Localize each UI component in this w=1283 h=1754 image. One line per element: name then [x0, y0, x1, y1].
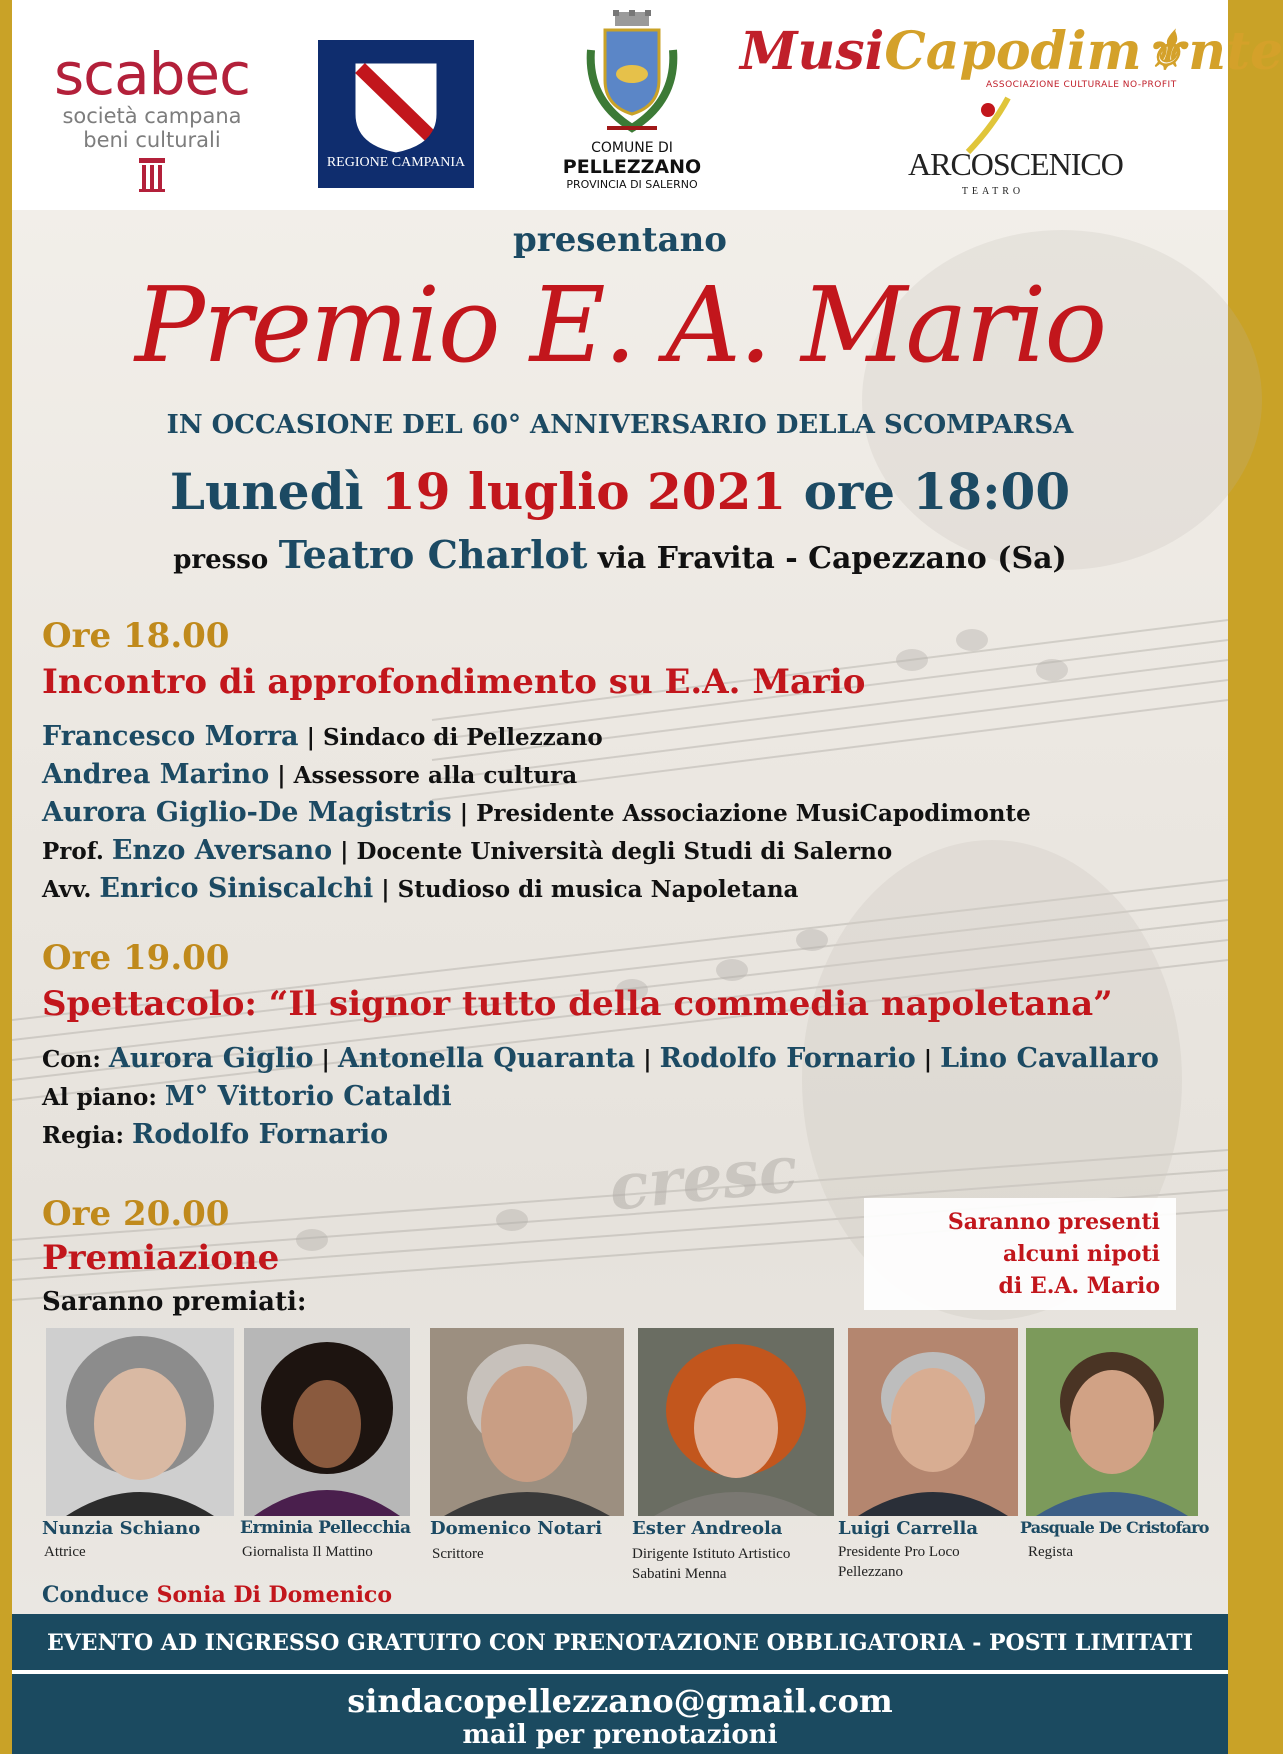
cast-member: Lino Cavallaro — [940, 1043, 1159, 1074]
scabec-sub-line2: beni culturali — [83, 128, 221, 152]
arco-wordmark: ARCOSCENICO — [908, 146, 1123, 182]
awardee-photo — [848, 1328, 1018, 1516]
musi-part2: Capodim — [884, 21, 1142, 82]
footer-divider — [12, 1670, 1228, 1674]
section-3-time: Ore 20.00 — [42, 1194, 230, 1234]
note-line1: Saranno presenti — [947, 1209, 1160, 1235]
crest-icon — [577, 10, 687, 140]
note-box — [864, 1198, 1176, 1310]
awardee-name: Pasquale De Cristofaro — [1020, 1518, 1209, 1537]
regione-campania-label: REGIONE CAMPANIA — [326, 155, 466, 170]
awardee-photo — [430, 1328, 624, 1516]
speaker-name: Enzo Aversano — [111, 835, 333, 866]
campania-shield-icon — [346, 56, 446, 156]
awardee-photo — [1026, 1328, 1198, 1516]
event-subtitle: IN OCCASIONE DEL 60° ANNIVERSARIO DELLA SCOMPARSA — [166, 410, 1074, 440]
con-label: Con: — [42, 1046, 101, 1073]
footer-email-label: mail per prenotazioni — [462, 1720, 778, 1750]
awardee-role-line1: Presidente Pro Loco — [838, 1544, 960, 1560]
awardee-role-line1: Dirigente Istituto Artistico — [632, 1546, 791, 1562]
footer-email[interactable]: sindacopellezzano@gmail.com — [347, 1682, 893, 1720]
scabec-sub-line1: società campana — [62, 104, 242, 128]
speaker-role: Sindaco di Pellezzano — [322, 724, 603, 751]
section-3-title: Premiazione — [42, 1238, 280, 1278]
regia-label: Regia: — [42, 1122, 124, 1149]
section-1-speakers — [42, 718, 1031, 908]
date-main: 19 luglio 2021 — [380, 462, 787, 521]
footer — [12, 1614, 1228, 1754]
awardee-photo — [244, 1328, 410, 1516]
awardee-role-line2: Pellezzano — [838, 1564, 903, 1580]
piano-label: Al piano: — [42, 1084, 157, 1111]
section-2-details — [42, 1040, 1159, 1154]
speaker-row: Avv. Enrico Siniscalchi | Studioso di musica Napoletana — [42, 873, 799, 904]
comune-line2: PELLEZZANO — [562, 156, 702, 178]
awardee-photo — [638, 1328, 834, 1516]
awardee-role — [632, 1544, 790, 1584]
awardee-role — [838, 1542, 960, 1582]
speaker-row: Prof. Enzo Aversano | Docente Università degli Studi di Salerno — [42, 835, 893, 866]
cresc-text: cresc — [605, 1131, 802, 1226]
awardee-role-line2: Sabatini Menna — [632, 1566, 727, 1582]
speaker-role: Presidente Associazione MusiCapodimonte — [476, 800, 1031, 827]
director-name: Rodolfo Fornario — [131, 1119, 389, 1150]
awardee-role: Scrittore — [432, 1546, 484, 1562]
speaker-prefix: Prof. — [42, 838, 104, 865]
section-1-time: Ore 18.00 — [42, 616, 230, 656]
speaker-role: Assessore alla cultura — [293, 762, 578, 789]
speaker-row: Francesco Morra | Sindaco di Pellezzano — [42, 721, 603, 752]
conduce-label: Conduce — [42, 1582, 149, 1608]
regione-campania-logo — [318, 40, 474, 188]
speaker-row: Andrea Marino | Assessore alla cultura — [42, 759, 578, 790]
conduce-name: Sonia Di Domenico — [156, 1582, 392, 1608]
venue-presso: presso — [173, 545, 269, 575]
awardee-photo — [46, 1328, 234, 1516]
awardee-role: Attrice — [44, 1544, 86, 1560]
regia-row — [42, 1116, 1159, 1154]
note-line3: di E.A. Mario — [998, 1273, 1160, 1299]
awardee-name: Ester Andreola — [632, 1518, 783, 1539]
speaker-prefix: Avv. — [42, 876, 92, 903]
cast-member: Aurora Giglio — [108, 1043, 314, 1074]
section-1-title: Incontro di approfondimento su E.A. Mario — [42, 662, 866, 702]
piano-row — [42, 1078, 1159, 1116]
comune-line3: PROVINCIA DI SALERNO — [566, 178, 698, 191]
conduce-line — [42, 1582, 392, 1608]
comune-line1: COMUNE DI — [591, 140, 673, 156]
awardee-name: Erminia Pellecchia — [240, 1518, 411, 1538]
musi-sub: ASSOCIAZIONE CULTURALE NO-PROFIT — [986, 80, 1177, 90]
musicapodimonte-logo — [740, 21, 1283, 90]
date-time: ore 18:00 — [803, 462, 1071, 521]
section-2-title: Spettacolo: “Il signor tutto della commedia napoletana” — [42, 984, 1113, 1024]
presentano-text: presentano — [513, 220, 727, 260]
event-date — [12, 462, 1228, 521]
speaker-role: Docente Università degli Studi di Salerno — [356, 838, 893, 865]
speaker-name: Francesco Morra — [42, 721, 299, 752]
fleur-icon: ⚜ — [1141, 21, 1189, 82]
footer-notice: EVENTO AD INGRESSO GRATUITO CON PRENOTAZIONE OBBLIGATORIA - POSTI LIMITATI — [46, 1630, 1194, 1656]
cast-row: Con: Aurora Giglio | Antonella Quaranta | Rodolfo Fornario | Lino Cavallaro — [42, 1043, 1159, 1074]
speaker-name: Andrea Marino — [42, 759, 270, 790]
speaker-row: Aurora Giglio-De Magistris | Presidente Associazione MusiCapodimonte — [42, 797, 1031, 828]
venue-name: Teatro Charlot — [278, 532, 588, 577]
musi-part1: Musi — [740, 21, 885, 82]
cast-member: Rodolfo Fornario — [659, 1043, 916, 1074]
section-2-time: Ore 19.00 — [42, 938, 230, 978]
awardee-name: Nunzia Schiano — [42, 1518, 201, 1539]
note-line2: alcuni nipoti — [1003, 1241, 1160, 1267]
date-day: Lunedì — [169, 462, 364, 521]
awardee-role: Regista — [1028, 1544, 1073, 1560]
arco-sub: TEATRO — [961, 186, 1025, 197]
awardee-role: Giornalista Il Mattino — [242, 1544, 373, 1560]
awardees-intro: Saranno premiati: — [42, 1287, 307, 1317]
awardee-name: Luigi Carrella — [838, 1518, 979, 1539]
speaker-name: Aurora Giglio-De Magistris — [42, 797, 452, 828]
scabec-logo — [42, 40, 262, 196]
arcoscenico-logo — [908, 96, 1123, 206]
speaker-name: Enrico Siniscalchi — [99, 873, 374, 904]
column-icon — [139, 158, 165, 192]
speaker-role: Studioso di musica Napoletana — [397, 876, 799, 903]
scabec-wordmark: scabec — [53, 40, 251, 108]
event-title: Premio E. A. Mario — [134, 264, 1106, 386]
cast-member: Antonella Quaranta — [337, 1043, 636, 1074]
pianist-name: M° Vittorio Cataldi — [164, 1081, 452, 1112]
comune-pellezzano-logo — [552, 10, 712, 192]
venue-address: via Fravita - Capezzano (Sa) — [597, 541, 1067, 576]
awardee-name: Domenico Notari — [430, 1518, 603, 1539]
event-venue — [12, 532, 1228, 577]
musi-part3: nte — [1188, 21, 1283, 82]
poster — [12, 0, 1283, 1754]
